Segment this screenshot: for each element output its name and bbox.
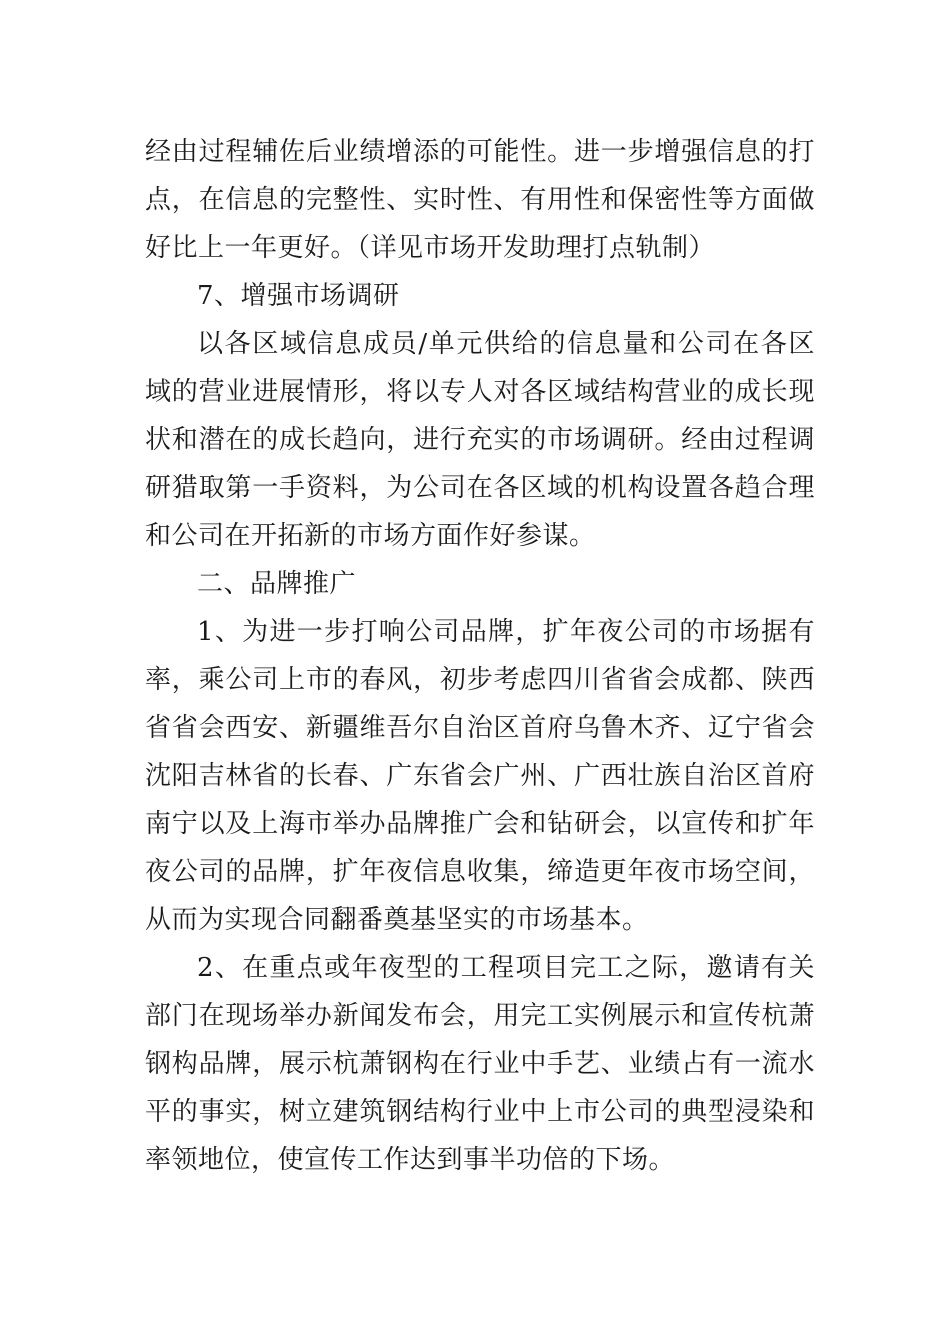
heading-market-research: 7、增强市场调研 — [197, 281, 400, 311]
paragraph-brand-promotion-2: 2、在重点或年夜型的工程项目完工之际，邀请有关部门在现场举办新闻发布会，用完工实例展示和宣传杭萧钢构品牌，展示杭萧钢构在行业中手艺、业绩占有一流水平的事实，树立建筑钢结构行业中上市公司的典型浸染和率领地位，使宣传工作达到事半功倍的下场。 — [145, 953, 815, 1175]
heading-brand-promotion: 二、品牌推广 — [197, 569, 357, 599]
paragraph-market-research: 以各区域信息成员/单元供给的信息量和公司在各区域的营业进展情形，将以专人对各区域结构营业的成长现状和潜在的成长趋向，进行充实的市场调研。经由过程调研猎取第一手资料，为公司在各区域的机构设置各趋合理和公司在开拓新的市场方面作好参谋。 — [145, 329, 815, 551]
paragraph-info-management: 经由过程辅佐后业绩增添的可能性。进一步增强信息的打点，在信息的完整性、实时性、有用性和保密性等方面做好比上一年更好。（详见市场开发助理打点轨制） — [145, 137, 815, 263]
paragraph-brand-promotion-1: 1、为进一步打响公司品牌，扩年夜公司的市场据有率，乘公司上市的春风，初步考虑四川省省会成都、陕西省省会西安、新疆维吾尔自治区首府乌鲁木齐、辽宁省会沈阳吉林省的长春、广东省会广州、广西壮族自治区首府南宁以及上海市举办品牌推广会和钻研会，以宣传和扩年夜公司的品牌，扩年夜信息收集，缔造更年夜市场空间，从而为实现合同翻番奠基坚实的市场基本。 — [145, 617, 815, 935]
document-body — [145, 128, 815, 1184]
